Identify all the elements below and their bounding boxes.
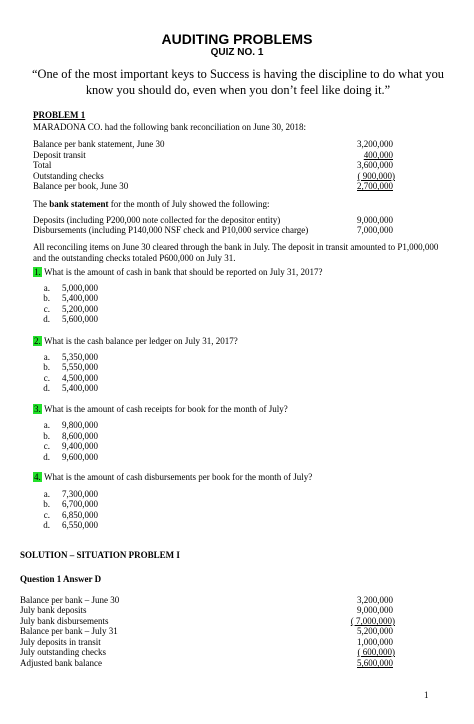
option-letter: d. [43, 314, 50, 324]
solution-value: 1,000,000 [357, 637, 393, 647]
option-letter: a. [43, 283, 50, 293]
option-value: 5,400,000 [62, 383, 98, 393]
option-value: 5,600,000 [62, 314, 98, 324]
statement-value: 9,000,000 [357, 215, 393, 225]
option-letter: a. [43, 489, 50, 499]
option-value: 5,350,000 [62, 352, 98, 362]
question-item [33, 267, 322, 278]
option-value: 9,600,000 [62, 452, 98, 462]
option-value: 5,000,000 [62, 283, 98, 293]
solution-label: Adjusted bank balance [20, 658, 102, 668]
recon-label: Balance per bank statement, June 30 [33, 139, 165, 149]
recon-label: Outstanding checks [33, 171, 104, 181]
solution-value: 5,600,000 [357, 658, 393, 668]
option-value: 6,850,000 [62, 510, 98, 520]
statement-intro-post: for the month of July showed the following: [108, 199, 270, 209]
solution-label: July bank deposits [20, 605, 87, 615]
option-value: 8,600,000 [62, 431, 98, 441]
recon-value: 400,000 [363, 150, 393, 160]
option-value: 9,400,000 [62, 441, 98, 451]
option-value: 6,700,000 [62, 499, 98, 509]
question-text: What is the amount of cash disbursements per book for the month of July? [44, 472, 313, 482]
option-value: 5,550,000 [62, 362, 98, 372]
motivational-quote: “One of the most important keys to Success is having the discipline to do what you know you should do, even when you don’t feel like doing it.” [32, 67, 444, 97]
option-value: 4,500,000 [62, 373, 98, 383]
solution-value: 5,200,000 [357, 626, 393, 636]
solution-label: July outstanding checks [20, 647, 106, 657]
option-letter: c. [43, 510, 50, 520]
statement-intro [33, 199, 270, 210]
question-item [33, 404, 288, 415]
option-value: 6,550,000 [62, 520, 98, 530]
option-letter: a. [43, 420, 50, 430]
option-letter: b. [43, 293, 50, 303]
page-number: 1 [424, 690, 429, 700]
solution-label: Balance per bank – June 30 [20, 595, 120, 605]
solution-value: 3,200,000 [357, 595, 393, 605]
option-value: 9,800,000 [62, 420, 98, 430]
reconciling-note: All reconciling items on June 30 cleared through the bank in July. The deposit in transit amounted to P1,000,000 and the outstanding checks totaled P600,000 on July 31. [33, 242, 439, 263]
document-title: AUDITING PROBLEMS [161, 31, 313, 47]
document-subtitle: QUIZ NO. 1 [210, 47, 264, 58]
solution-label: Balance per bank – July 31 [20, 626, 118, 636]
question-number: 1. [34, 267, 41, 277]
recon-value: 3,600,000 [357, 160, 393, 170]
question-number: 2. [34, 336, 41, 346]
option-letter: c. [43, 304, 50, 314]
statement-value: 7,000,000 [357, 225, 393, 235]
problem-heading: PROBLEM 1 [33, 110, 86, 120]
statement-label: Deposits (including P200,000 note collected for the depositor entity) [33, 215, 281, 225]
recon-value: ( 900,000) [357, 171, 395, 181]
statement-intro-bold: bank statement [49, 199, 109, 209]
option-letter: b. [43, 431, 50, 441]
recon-label: Balance per book, June 30 [33, 181, 129, 191]
option-letter: c. [43, 373, 50, 383]
solution-value: 9,000,000 [357, 605, 393, 615]
solution-label: July bank disbursements [20, 616, 109, 626]
option-value: 7,300,000 [62, 489, 98, 499]
option-letter: a. [43, 352, 50, 362]
option-letter: d. [43, 520, 50, 530]
solution-label: July deposits in transit [20, 637, 101, 647]
solution-value: ( 7,000,000) [350, 616, 395, 626]
question-number: 4. [34, 472, 41, 482]
problem-intro: MARADONA CO. had the following bank reconciliation on June 30, 2018: [33, 122, 306, 132]
recon-label: Deposit transit [33, 150, 86, 160]
option-value: 5,200,000 [62, 304, 98, 314]
option-letter: d. [43, 452, 50, 462]
question-item [33, 472, 312, 483]
recon-value: 2,700,000 [357, 181, 393, 191]
recon-value: 3,200,000 [357, 139, 393, 149]
option-letter: c. [43, 441, 50, 451]
question-item [33, 336, 238, 347]
option-letter: d. [43, 383, 50, 393]
option-value: 5,400,000 [62, 293, 98, 303]
option-letter: b. [43, 362, 50, 372]
recon-label: Total [33, 160, 52, 170]
solution-value: ( 600,000) [357, 647, 395, 657]
statement-label: Disbursements (including P140,000 NSF check and P10,000 service charge) [33, 225, 309, 235]
question-text: What is the cash balance per ledger on July 31, 2017? [44, 336, 238, 346]
option-letter: b. [43, 499, 50, 509]
solution-answer: Question 1 Answer D [20, 574, 102, 584]
question-text: What is the amount of cash receipts for book for the month of July? [44, 404, 288, 414]
question-number: 3. [34, 404, 41, 414]
statement-intro-pre: The [33, 199, 50, 209]
solution-heading: SOLUTION – SITUATION PROBLEM I [20, 550, 180, 560]
question-text: What is the amount of cash in bank that should be reported on July 31, 2017? [44, 267, 323, 277]
